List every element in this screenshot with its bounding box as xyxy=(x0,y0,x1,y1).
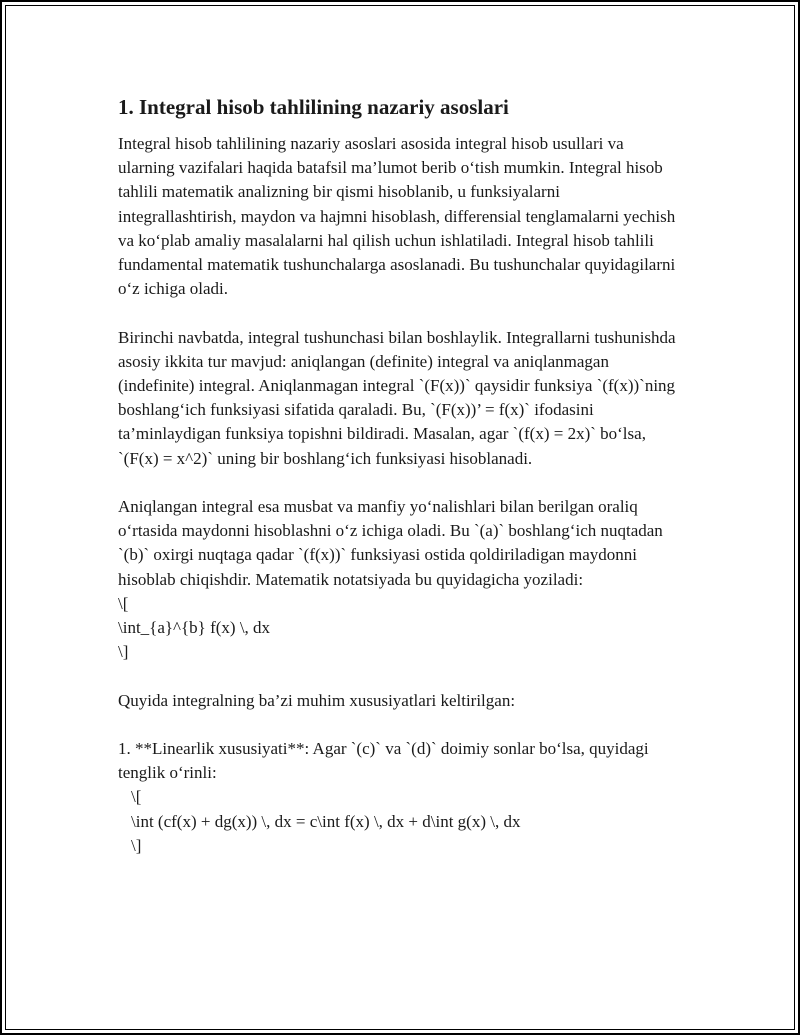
paragraph-intro: Integral hisob tahlilining nazariy asoslari asosida integral hisob usullari va ularning vazifalari haqida batafsil ma’lumot berib o‘tish mumkin. Integral hisob tahlili matematik analizning bir qismi hisoblanib, u funksiyalarni integrallashtirish, maydon va hajmni hisoblash, differensial tenglamalarni yechish va ko‘plab amaliy masalalarni hal qilish uchun ishlatiladi. Integral hisob tahlili fundamental matematik tushunchalarga asoslanadi. Bu tushunchalar quyidagilarni o‘z ichiga oladi. xyxy=(118,134,676,299)
paragraph-properties-intro: Quyida integralning ba’zi muhim xususiyatlari keltirilgan: xyxy=(118,690,516,710)
formula-definite-integral: \[ \int_{a}^{b} f(x) \, dx \] xyxy=(118,593,271,662)
formula-linearity: \[ \int (cf(x) + dg(x)) \, dx = c\int f(x) \, dx + d\int g(x) \, dx \] xyxy=(131,787,521,855)
paragraph-definite-integral: Aniqlangan integral esa musbat va manfiy yo‘nalishlari bilan berilgan oraliq o‘rtasida maydonni hisoblashni o‘z ichiga oladi. Bu `(a)` boshlang‘ich nuqtadan `(b)` oxirgi nuqtaga qadar `(f(x))` funksiyasi ostida qoldiriladigan maydonni hisoblab chiqishdir. Matematik notatsiyada bu quyidagicha yoziladi: xyxy=(118,497,663,589)
section-heading: 1. Integral hisob tahlilining nazariy asoslari xyxy=(118,95,509,119)
paragraph-indefinite-integral: Birinchi navbatda, integral tushunchasi bilan boshlaylik. Integrallarni tushunishda asosiy ikkita tur mavjud: aniqlangan (definite) integral va aniqlanmagan (indefinite) integral. Aniqlanmagan integral `(F(x))` qaysidir funksiya `(f(x))`ning boshlang‘ich funksiyasi sifatida qaraladi. Bu, `(F(x))’ = f(x)` ifodasini ta’minlaydigan funksiya topishni bildiradi. Masalan, agar `(f(x) = 2x)` bo‘lsa, `(F(x) = x^2)` uning bir boshlang‘ich funksiyasi hisoblanadi. xyxy=(118,327,676,468)
document-body xyxy=(118,92,678,858)
list-item-linearity: 1. **Linearlik xususiyati**: Agar `(c)` va `(d)` doimiy sonlar bo‘lsa, quyidagi tenglik o‘rinli: xyxy=(118,739,649,783)
